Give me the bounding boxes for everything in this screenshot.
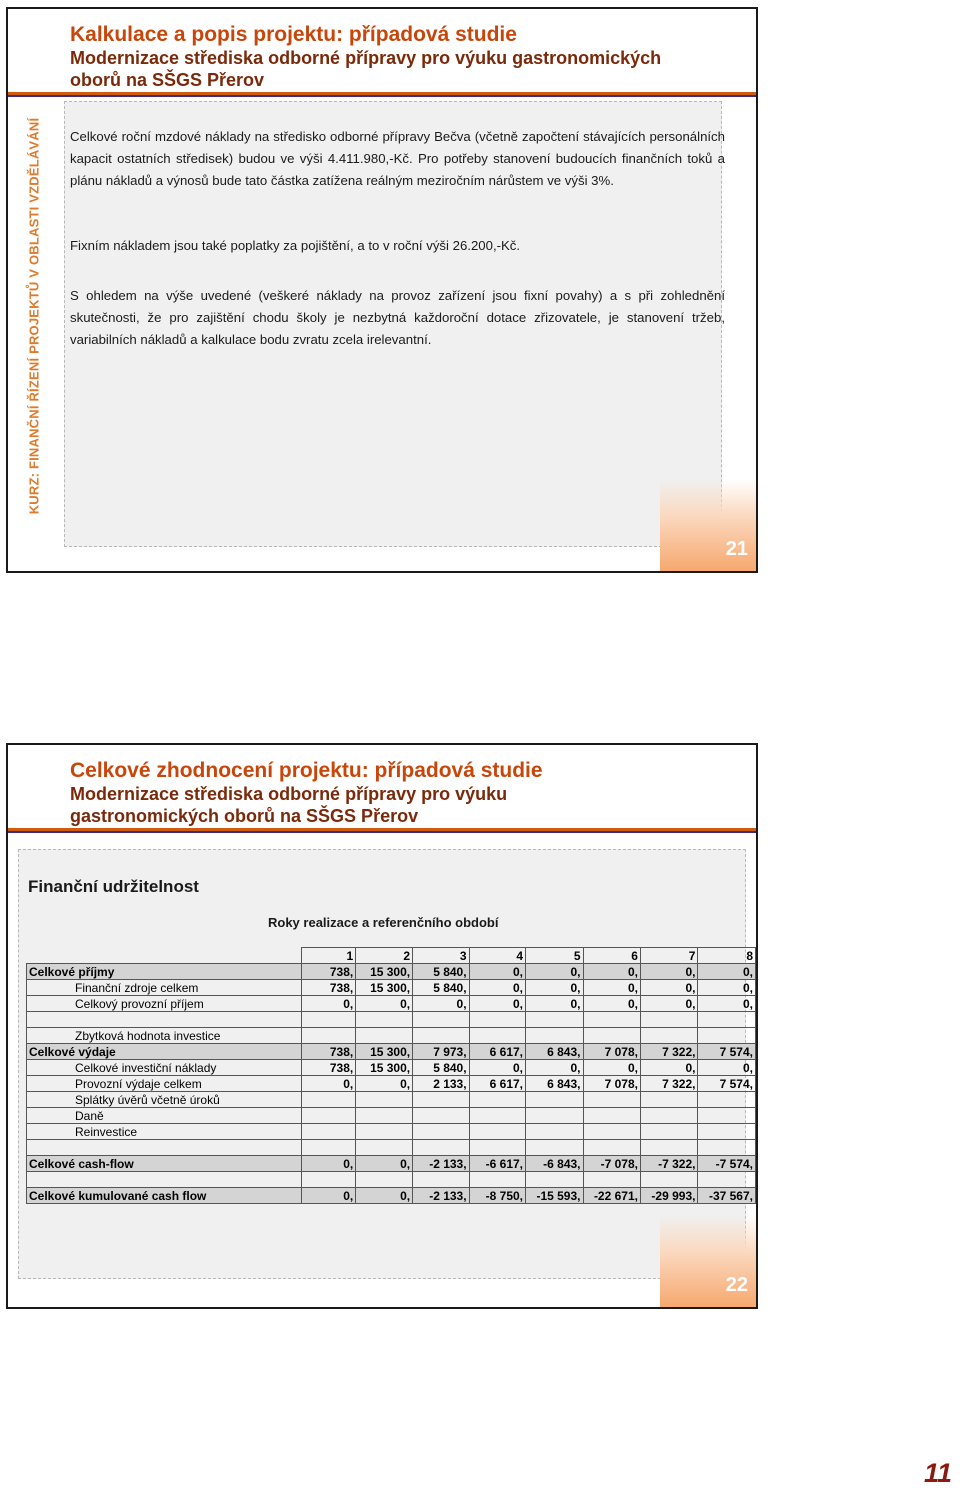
table-cell	[698, 1092, 756, 1108]
table-cell: 0,	[640, 964, 697, 980]
table-cell	[698, 1108, 756, 1124]
row-label	[27, 1172, 302, 1188]
table-row	[27, 1124, 756, 1140]
year-header: 8	[698, 948, 756, 964]
table-cell: -22 671,	[583, 1188, 640, 1204]
table-cell: -37 567,	[698, 1188, 756, 1204]
table-cell	[413, 1172, 469, 1188]
slide-title: Kalkulace a popis projektu: případová studie	[70, 23, 517, 46]
table-cell	[526, 1028, 583, 1044]
cash-flow-table	[26, 947, 756, 1204]
table-cell	[583, 1028, 640, 1044]
table-cell	[301, 1108, 355, 1124]
slide-title: Celkové zhodnocení projektu: případová studie	[70, 759, 543, 782]
table-cell: 0,	[469, 1060, 525, 1076]
table-cell	[469, 1124, 525, 1140]
table-cell: 7 574,	[698, 1076, 756, 1092]
table-cell: 0,	[469, 964, 525, 980]
row-label: Zbytková hodnota investice	[27, 1028, 302, 1044]
table-row	[27, 996, 756, 1012]
table-cell: 15 300,	[356, 964, 413, 980]
table-cell: 0,	[301, 1076, 355, 1092]
table-cell: 0,	[698, 1060, 756, 1076]
table-row	[27, 1156, 756, 1172]
row-label: Celkové příjmy	[27, 964, 302, 980]
table-cell: 5 840,	[413, 980, 469, 996]
table-cell	[469, 1092, 525, 1108]
table-row	[27, 1044, 756, 1060]
table-cell	[583, 1108, 640, 1124]
table-cell	[640, 1092, 697, 1108]
table-cell: 0,	[583, 980, 640, 996]
slide-subtitle-line1: Modernizace střediska odborné přípravy pro výuku	[70, 784, 508, 804]
table-cell	[413, 1124, 469, 1140]
row-label: Celkové investiční náklady	[27, 1060, 302, 1076]
sidebar-text: KURZ: FINANČNÍ ŘÍZENÍ PROJEKTŮ V OBLASTI VZDĚLÁVÁNÍ	[26, 117, 42, 515]
table-cell: 2 133,	[413, 1076, 469, 1092]
table-cell	[413, 1092, 469, 1108]
table-cell: 0,	[583, 996, 640, 1012]
table-cell	[413, 1108, 469, 1124]
table-cell	[640, 1124, 697, 1140]
table-cell	[526, 1124, 583, 1140]
page-number: 21	[725, 538, 748, 560]
slide-subtitle-line1: Modernizace střediska odborné přípravy pro výuku gastronomických	[70, 48, 662, 68]
header-rule-secondary	[8, 95, 756, 97]
table-cell: -7 574,	[698, 1156, 756, 1172]
table-cell: 0,	[526, 1060, 583, 1076]
table-cell: 0,	[356, 996, 413, 1012]
table-cell: -7 078,	[583, 1156, 640, 1172]
table-cell: 0,	[301, 1156, 355, 1172]
table-cell	[413, 1012, 469, 1028]
table-cell: 15 300,	[356, 1060, 413, 1076]
table-cell	[583, 1012, 640, 1028]
table-cell: 738,	[301, 964, 355, 980]
table-cell: 738,	[301, 980, 355, 996]
table-cell	[356, 1140, 413, 1156]
slide-subtitle-line2: oborů na SŠGS Přerov	[70, 70, 265, 90]
row-label: Splátky úvěrů včetně úroků	[27, 1092, 302, 1108]
table-cell	[526, 1012, 583, 1028]
table-cell	[583, 1092, 640, 1108]
table-cell: -8 750,	[469, 1188, 525, 1204]
table-cell	[698, 1172, 756, 1188]
table-cell	[469, 1140, 525, 1156]
table-cell: 7 078,	[583, 1076, 640, 1092]
table-cell	[698, 1012, 756, 1028]
table-cell	[583, 1140, 640, 1156]
table-row	[27, 1028, 756, 1044]
header-label-cell	[27, 948, 302, 964]
row-label: Celkové cash-flow	[27, 1156, 302, 1172]
table-cell: -7 322,	[640, 1156, 697, 1172]
row-label: Reinvestice	[27, 1124, 302, 1140]
table-row	[27, 1188, 756, 1204]
table-cell	[301, 1140, 355, 1156]
table-cell	[526, 1140, 583, 1156]
table-cell: 15 300,	[356, 980, 413, 996]
row-label	[27, 1140, 302, 1156]
row-label: Finanční zdroje celkem	[27, 980, 302, 996]
page-number: 22	[725, 1274, 748, 1296]
year-header: 6	[583, 948, 640, 964]
slide-22	[6, 743, 758, 1309]
table-cell: 0,	[583, 964, 640, 980]
row-label: Celkový provozní příjem	[27, 996, 302, 1012]
table-cell: 7 322,	[640, 1076, 697, 1092]
header-rule-secondary	[8, 831, 756, 833]
row-label: Celkové kumulované cash flow	[27, 1188, 302, 1204]
table-cell	[526, 1108, 583, 1124]
table-caption: Roky realizace a referenčního období	[268, 915, 499, 930]
table-row	[27, 1012, 756, 1028]
table-cell: 6 617,	[469, 1076, 525, 1092]
table-cell: 6 843,	[526, 1076, 583, 1092]
table-cell: 738,	[301, 1060, 355, 1076]
table-cell	[469, 1172, 525, 1188]
table-cell: 0,	[356, 1076, 413, 1092]
table-cell: 7 322,	[640, 1044, 697, 1060]
table-cell: -6 843,	[526, 1156, 583, 1172]
table-cell	[526, 1092, 583, 1108]
table-cell: 0,	[640, 996, 697, 1012]
table-cell	[356, 1124, 413, 1140]
year-header: 1	[301, 948, 355, 964]
table-cell	[469, 1108, 525, 1124]
table-cell	[301, 1172, 355, 1188]
table-cell	[301, 1028, 355, 1044]
row-label: Celkové výdaje	[27, 1044, 302, 1060]
table-row	[27, 1108, 756, 1124]
table-row	[27, 1076, 756, 1092]
year-header: 3	[413, 948, 469, 964]
paragraph-insurance: Fixním nákladem jsou také poplatky za pojištění, a to v roční výši 26.200,-Kč.	[70, 238, 521, 253]
table-cell: 0,	[583, 1060, 640, 1076]
table-cell: 0,	[526, 964, 583, 980]
table-row	[27, 964, 756, 980]
paragraph-conclusion: S ohledem na výše uvedené (veškeré náklady na provoz zařízení jsou fixní povahy) a s při zohlednění skutečnosti, že pro zajištění chodu školy je nezbytná každoroční dotace zřizovatele, je stanovení tržeb, variabilních nákladů a kalkulace bodu zvratu zcela irelevantní.	[70, 288, 725, 347]
table-cell: 0,	[356, 1188, 413, 1204]
table-cell	[356, 1028, 413, 1044]
course-sidebar-label	[20, 117, 48, 515]
page-number-badge	[660, 479, 756, 571]
document-page-number: 11	[923, 1458, 952, 1488]
table-cell: 0,	[301, 1188, 355, 1204]
table-cell: 6 843,	[526, 1044, 583, 1060]
section-title: Finanční udržitelnost	[28, 877, 199, 896]
table-cell: 0,	[526, 980, 583, 996]
table-cell	[640, 1028, 697, 1044]
table-cell	[356, 1108, 413, 1124]
table-cell	[301, 1124, 355, 1140]
table-cell	[469, 1028, 525, 1044]
slide-subtitle-line2: gastronomických oborů na SŠGS Přerov	[70, 806, 419, 826]
table-cell: 0,	[301, 996, 355, 1012]
table-row	[27, 980, 756, 996]
table-cell: 5 840,	[413, 964, 469, 980]
table-cell	[583, 1172, 640, 1188]
table-cell: 7 973,	[413, 1044, 469, 1060]
table-cell: 0,	[526, 996, 583, 1012]
table-cell	[469, 1012, 525, 1028]
year-header: 7	[640, 948, 697, 964]
table-cell: -2 133,	[413, 1188, 469, 1204]
row-label: Provozní výdaje celkem	[27, 1076, 302, 1092]
table-cell: -15 593,	[526, 1188, 583, 1204]
table-cell	[526, 1172, 583, 1188]
table-cell: 5 840,	[413, 1060, 469, 1076]
page-number-badge	[660, 1215, 756, 1307]
table-cell	[413, 1140, 469, 1156]
table-cell	[583, 1124, 640, 1140]
table-cell: -29 993,	[640, 1188, 697, 1204]
table-cell: 6 617,	[469, 1044, 525, 1060]
table-cell	[301, 1012, 355, 1028]
table-cell	[356, 1012, 413, 1028]
table-cell	[301, 1092, 355, 1108]
table-cell: -6 617,	[469, 1156, 525, 1172]
table-cell: 0,	[698, 964, 756, 980]
table-header-row	[27, 948, 756, 964]
table-row	[27, 1060, 756, 1076]
table-cell: 0,	[640, 980, 697, 996]
year-header: 2	[356, 948, 413, 964]
table-cell	[640, 1012, 697, 1028]
table-cell: 738,	[301, 1044, 355, 1060]
table-cell	[413, 1028, 469, 1044]
table-cell: 0,	[413, 996, 469, 1012]
table-cell: 0,	[469, 980, 525, 996]
table-cell	[640, 1172, 697, 1188]
table-cell	[356, 1092, 413, 1108]
year-header: 5	[526, 948, 583, 964]
table-cell	[698, 1124, 756, 1140]
table-cell	[698, 1028, 756, 1044]
table-cell	[640, 1108, 697, 1124]
row-label	[27, 1012, 302, 1028]
paragraph-wages: Celkové roční mzdové náklady na středisko odborné přípravy Bečva (včetně započtení stávajících personálních kapacit ostatních středisek) budou ve výši 4.411.980,-Kč. Pro potřeby stanovení budoucích finančních toků a plánu nákladů a výnosů bude tato částka zatížena reálným meziročním nárůstem ve výši 3%.	[70, 129, 725, 188]
table-cell	[356, 1172, 413, 1188]
table-cell: 0,	[698, 980, 756, 996]
table-cell: -2 133,	[413, 1156, 469, 1172]
slide-21	[6, 7, 758, 573]
table-cell: 7 574,	[698, 1044, 756, 1060]
table-cell	[640, 1140, 697, 1156]
row-label: Daně	[27, 1108, 302, 1124]
year-header: 4	[469, 948, 525, 964]
table-row	[27, 1140, 756, 1156]
table-cell: 15 300,	[356, 1044, 413, 1060]
table-cell: 0,	[356, 1156, 413, 1172]
table-cell	[698, 1140, 756, 1156]
table-cell: 0,	[469, 996, 525, 1012]
table-cell: 7 078,	[583, 1044, 640, 1060]
table-row	[27, 1172, 756, 1188]
table-row	[27, 1092, 756, 1108]
table-cell: 0,	[640, 1060, 697, 1076]
table-cell: 0,	[698, 996, 756, 1012]
